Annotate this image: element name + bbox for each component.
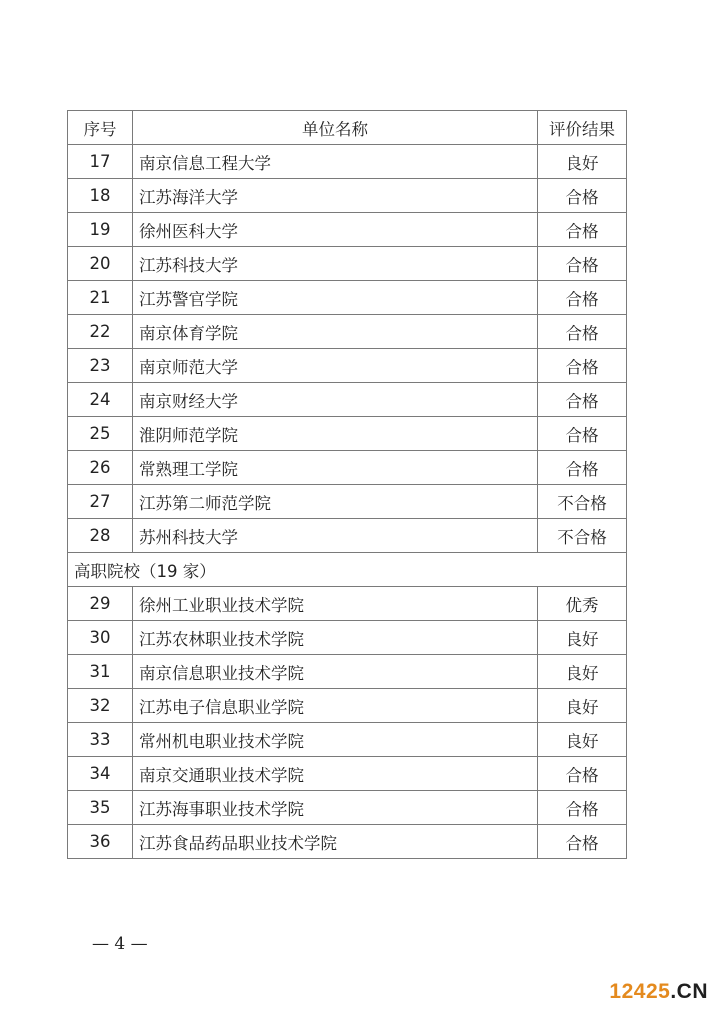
- unit-name-cell: 南京财经大学: [133, 383, 538, 417]
- unit-name-cell: 南京体育学院: [133, 315, 538, 349]
- header-evaluation-result: 评价结果: [538, 111, 627, 145]
- serial-number-cell: 18: [68, 179, 133, 213]
- watermark-digits: 12425: [609, 980, 671, 1003]
- header-serial-number: 序号: [68, 111, 133, 145]
- evaluation-result-cell: 良好: [538, 723, 627, 757]
- evaluation-result-cell: 优秀: [538, 587, 627, 621]
- table-row: [68, 383, 627, 417]
- unit-name-cell: 江苏电子信息职业学院: [133, 689, 538, 723]
- serial-number-cell: 35: [68, 791, 133, 825]
- table-row: [68, 417, 627, 451]
- evaluation-result-cell: 合格: [538, 315, 627, 349]
- table-row: [68, 655, 627, 689]
- table-body-vocational: [68, 587, 627, 859]
- unit-name-cell: 南京信息工程大学: [133, 145, 538, 179]
- table-header-row: [68, 111, 627, 145]
- table-row: [68, 689, 627, 723]
- unit-name-cell: 徐州医科大学: [133, 213, 538, 247]
- evaluation-result-cell: 合格: [538, 349, 627, 383]
- table-row: [68, 587, 627, 621]
- serial-number-cell: 26: [68, 451, 133, 485]
- section-row: [68, 553, 627, 587]
- serial-number-cell: 27: [68, 485, 133, 519]
- table-row: [68, 791, 627, 825]
- serial-number-cell: 29: [68, 587, 133, 621]
- table-row: [68, 145, 627, 179]
- serial-number-cell: 19: [68, 213, 133, 247]
- serial-number-cell: 20: [68, 247, 133, 281]
- table-row: [68, 723, 627, 757]
- watermark-suffix: .CN: [670, 980, 708, 1003]
- table-row: [68, 621, 627, 655]
- table-row: [68, 519, 627, 553]
- evaluation-result-cell: 不合格: [538, 485, 627, 519]
- unit-name-cell: 江苏农林职业技术学院: [133, 621, 538, 655]
- evaluation-result-cell: 良好: [538, 621, 627, 655]
- serial-number-cell: 36: [68, 825, 133, 859]
- section-heading: 高职院校（19 家）: [68, 553, 627, 587]
- evaluation-result-cell: 良好: [538, 145, 627, 179]
- unit-name-cell: 常州机电职业技术学院: [133, 723, 538, 757]
- header-unit-name: 单位名称: [133, 111, 538, 145]
- page-number: — 4 —: [92, 934, 148, 954]
- table-section-vocational: [68, 553, 627, 587]
- unit-name-cell: 江苏科技大学: [133, 247, 538, 281]
- evaluation-result-cell: 合格: [538, 451, 627, 485]
- unit-name-cell: 淮阴师范学院: [133, 417, 538, 451]
- evaluation-result-cell: 合格: [538, 281, 627, 315]
- evaluation-result-cell: 合格: [538, 757, 627, 791]
- serial-number-cell: 25: [68, 417, 133, 451]
- evaluation-result-cell: 合格: [538, 383, 627, 417]
- evaluation-result-cell: 良好: [538, 655, 627, 689]
- serial-number-cell: 23: [68, 349, 133, 383]
- unit-name-cell: 常熟理工学院: [133, 451, 538, 485]
- serial-number-cell: 21: [68, 281, 133, 315]
- serial-number-cell: 24: [68, 383, 133, 417]
- table-row: [68, 485, 627, 519]
- unit-name-cell: 南京交通职业技术学院: [133, 757, 538, 791]
- unit-name-cell: 江苏海洋大学: [133, 179, 538, 213]
- evaluation-result-cell: 不合格: [538, 519, 627, 553]
- evaluation-result-cell: 良好: [538, 689, 627, 723]
- evaluation-result-cell: 合格: [538, 213, 627, 247]
- table-row: [68, 281, 627, 315]
- table-row: [68, 757, 627, 791]
- evaluation-result-cell: 合格: [538, 179, 627, 213]
- unit-name-cell: 江苏海事职业技术学院: [133, 791, 538, 825]
- table-row: [68, 825, 627, 859]
- serial-number-cell: 31: [68, 655, 133, 689]
- serial-number-cell: 17: [68, 145, 133, 179]
- unit-name-cell: 南京信息职业技术学院: [133, 655, 538, 689]
- serial-number-cell: 30: [68, 621, 133, 655]
- site-watermark: [609, 980, 708, 1004]
- unit-name-cell: 徐州工业职业技术学院: [133, 587, 538, 621]
- serial-number-cell: 33: [68, 723, 133, 757]
- evaluation-result-cell: 合格: [538, 791, 627, 825]
- evaluation-table: [67, 110, 627, 859]
- serial-number-cell: 32: [68, 689, 133, 723]
- evaluation-result-cell: 合格: [538, 417, 627, 451]
- evaluation-result-cell: 合格: [538, 825, 627, 859]
- table-body-universities: [68, 145, 627, 553]
- unit-name-cell: 江苏第二师范学院: [133, 485, 538, 519]
- table-row: [68, 451, 627, 485]
- table-row: [68, 179, 627, 213]
- unit-name-cell: 苏州科技大学: [133, 519, 538, 553]
- table-row: [68, 213, 627, 247]
- table-row: [68, 247, 627, 281]
- serial-number-cell: 28: [68, 519, 133, 553]
- unit-name-cell: 南京师范大学: [133, 349, 538, 383]
- table-row: [68, 349, 627, 383]
- table-row: [68, 315, 627, 349]
- evaluation-result-cell: 合格: [538, 247, 627, 281]
- serial-number-cell: 22: [68, 315, 133, 349]
- unit-name-cell: 江苏食品药品职业技术学院: [133, 825, 538, 859]
- serial-number-cell: 34: [68, 757, 133, 791]
- unit-name-cell: 江苏警官学院: [133, 281, 538, 315]
